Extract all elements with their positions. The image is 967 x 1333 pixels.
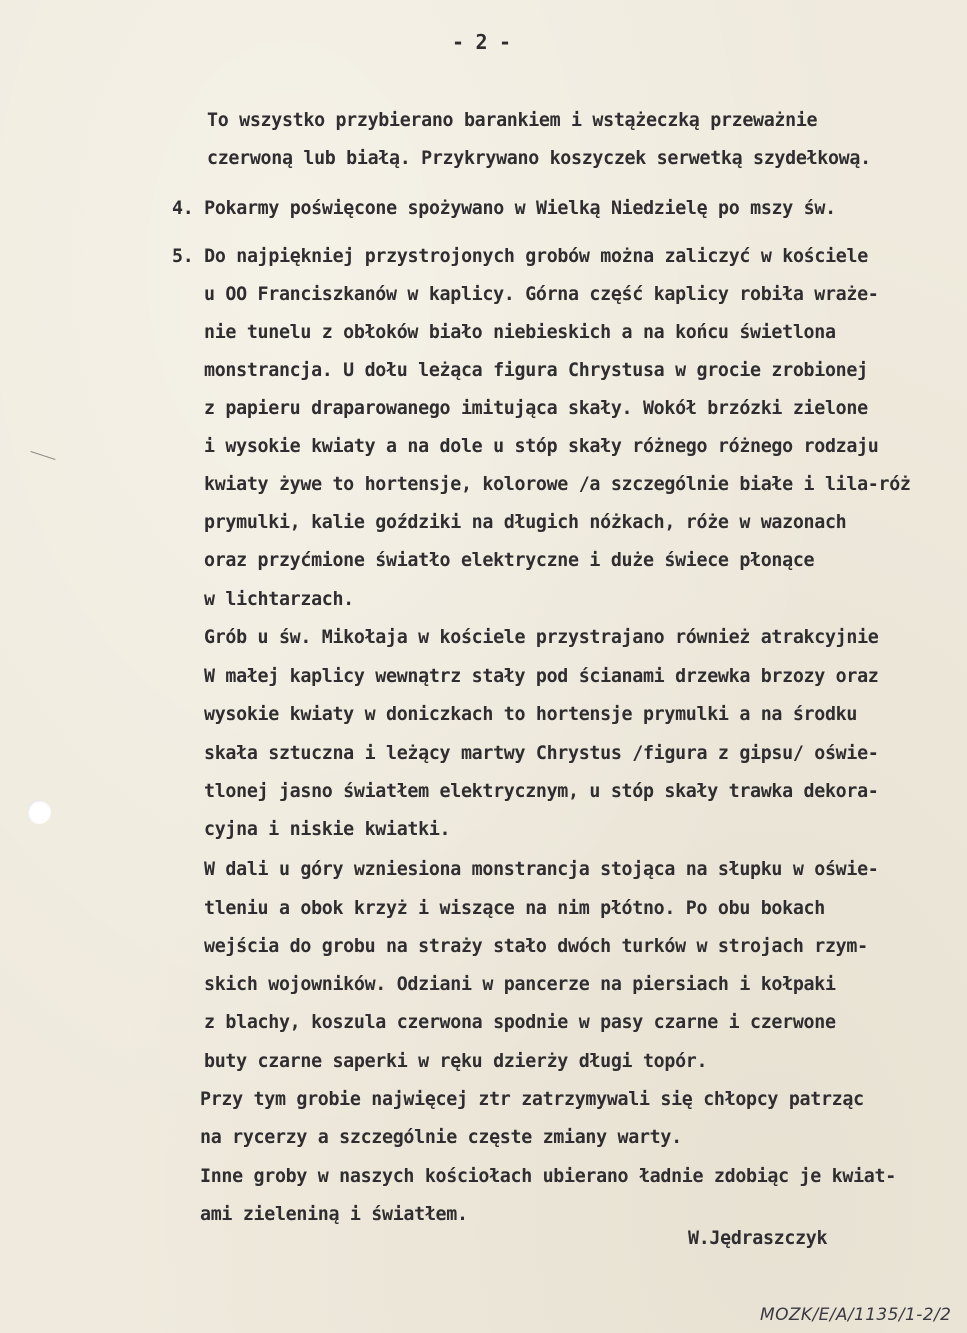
text-line-13: w lichtarzach. [204, 589, 354, 610]
page-number: - 2 - [452, 30, 511, 54]
punch-hole [27, 800, 51, 824]
text-line-1: To wszystko przybierano barankiem i wstążeczką przeważnie [207, 110, 818, 131]
text-line-4: 5. Do najpiękniej przystrojonych grobów można zaliczyć w kościele [172, 246, 868, 267]
text-line-3: 4. Pokarmy poświęcone spożywano w Wielką Niedzielę po mszy św. [172, 198, 836, 219]
text-line-26: Przy tym grobie najwięcej ztr zatrzymywali się chłopcy patrząc [200, 1089, 864, 1110]
text-line-18: tlonej jasno światłem elektrycznym, u stóp skały trawka dekora- [204, 781, 879, 802]
text-line-8: z papieru draparowanego imitująca skały. Wokół brzózki zielone [204, 398, 868, 419]
text-line-24: z blachy, koszula czerwona spodnie w pasy czarne i czerwone [204, 1012, 836, 1033]
text-line-28: Inne groby w naszych kościołach ubierano ładnie zdobiąc je kwiat- [200, 1166, 896, 1187]
text-line-19: cyjna i niskie kwiatki. [204, 819, 451, 840]
text-line-27: na rycerzy a szczególnie częste zmiany warty. [200, 1127, 682, 1148]
text-line-20: W dali u góry wzniesiona monstrancja stojąca na słupku w oświe- [204, 859, 879, 880]
text-line-7: monstrancja. U dołu leżąca figura Chrystusa w grocie zrobionej [204, 360, 868, 381]
text-line-22: wejścia do grobu na straży stało dwóch turków w strojach rzym- [204, 936, 868, 957]
text-line-16: wysokie kwiaty w doniczkach to hortensje prymulki a na środku [204, 704, 858, 725]
text-line-21: tleniu a obok krzyż i wiszące na nim płótno. Po obu bokach [204, 898, 825, 919]
text-line-11: prymulki, kalie goździki na długich nóżkach, róże w wazonach [204, 512, 847, 533]
text-line-17: skała sztuczna i leżący martwy Chrystus /figura z gipsu/ oświe- [204, 743, 879, 764]
text-line-14: Grób u św. Mikołaja w kościele przystrajano również atrakcyjnie [204, 627, 879, 648]
signature: W.Jędraszczyk [688, 1228, 828, 1249]
text-line-29: ami zieleniną i światłem. [200, 1204, 468, 1225]
text-line-2: czerwoną lub białą. Przykrywano koszyczek serwetką szydełkową. [207, 148, 871, 169]
fold-mark [30, 451, 55, 460]
text-line-23: skich wojowników. Odziani w pancerze na piersiach i kołpaki [204, 974, 836, 995]
text-line-12: oraz przyćmione światło elektryczne i duże świece płonące [204, 550, 815, 571]
text-line-10: kwiaty żywe to hortensje, kolorowe /a szczególnie białe i lila-róż [204, 474, 911, 495]
text-line-9: i wysokie kwiaty a na dole u stóp skały różnego różnego rodzaju [204, 436, 879, 457]
text-line-5: u OO Franciszkanów w kaplicy. Górna część kaplicy robiła wraże- [204, 284, 879, 305]
archive-reference: MOZK/E/A/1135/1-2/2 [760, 1305, 952, 1325]
text-line-25: buty czarne saperki w ręku dzierży długi topór. [204, 1051, 708, 1072]
text-line-6: nie tunelu z obłoków biało niebieskich a na końcu świetlona [204, 322, 836, 343]
text-line-15: W małej kaplicy wewnątrz stały pod ścianami drzewka brzozy oraz [204, 666, 879, 687]
